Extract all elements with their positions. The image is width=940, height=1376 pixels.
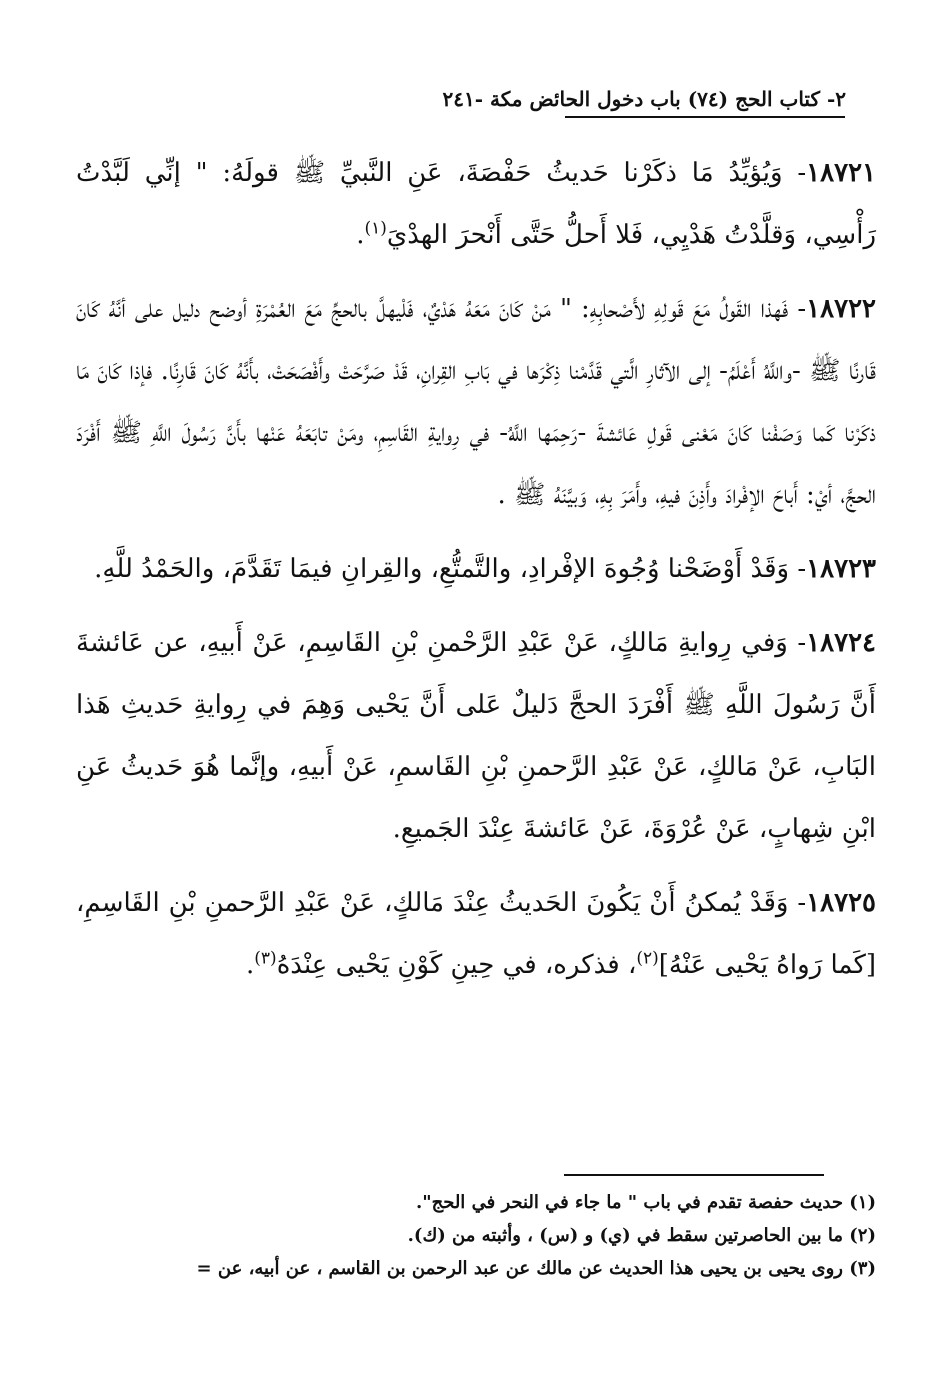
paragraph-tail: ، فذكره، في حِينِ كَوْنِ يَحْيى عِنْدَهُ [276, 950, 637, 980]
header-rule [565, 116, 845, 118]
footnote-ref-2[interactable]: (٢) [636, 948, 659, 969]
paragraph-text: - وَقَدْ يُمكنُ أَنْ يَكُونَ الحَديثُ عِنْدَ مَالكٍ، عَنْ عَبْدِ الرَّحمنِ بْنِ القَاسِمِ، [كَما رَواهُ يَحْيى عَنْهُ] [76, 888, 876, 980]
paragraph-number: ١٨٧٢٥ [806, 888, 876, 918]
paragraph-number: ١٨٧٢٢ [806, 294, 876, 324]
body-text [76, 142, 876, 1008]
running-head: ٢- كتاب الحج (٧٤) باب دخول الحائض مكة -٢٤١ [442, 87, 846, 111]
paragraph-18724 [76, 612, 876, 860]
paragraph-text: - وَيُؤيِّدُ مَا ذكَرْنا حَديثُ حَفْصَةَ، عَنِ النَّبيِّ ﷺ قولَهُ: " إنِّي لَبَّدْتُ رَأْسِي، وَقلَّدْتُ هَدْيِي، فَلا أَحلُّ حَتَّى أَنْحرَ الهدْيَ [76, 158, 876, 250]
footnote-3: (٣) روى يحيى بن يحيى هذا الحديث عن مالك عن عبد الرحمن بن القاسم ، عن أبيه، عن = [196, 1258, 876, 1279]
paragraph-number: ١٨٧٢٤ [806, 628, 876, 658]
footnote-ref-3[interactable]: (٣) [254, 948, 277, 969]
paragraph-18725 [76, 872, 876, 996]
paragraph-number: ١٨٧٢١ [806, 158, 876, 188]
paragraph-tail: . [356, 220, 365, 250]
footnote-1: (١) حديث حفصة تقدم في باب " ما جاء في النحر في الحج". [415, 1192, 876, 1213]
paragraph-18721 [76, 142, 876, 266]
paragraph-tail-end: . [246, 950, 255, 980]
paragraph-number: ١٨٧٢٣ [806, 554, 876, 584]
paragraph-text: - وَقَدْ أَوْضَحْنا وُجُوهَ الإفْرادِ، والتَّمتُّعِ، والقِرانِ فيمَا تَقَدَّمَ، والحَمْدُ للَّهِ. [94, 554, 807, 584]
footnote-2: (٢) ما بين الحاصرتين سقط في (ي) و (س) ، وأثبته من (ك). [407, 1225, 876, 1246]
footnote-ref-1[interactable]: (١) [364, 218, 387, 239]
footnotes [64, 1186, 876, 1285]
paragraph-text: - وَفي رِوايةِ مَالكٍ، عَنْ عَبْدِ الرَّحْمنِ بْنِ القَاسِمِ، عَنْ أَبيهِ، عن عَائشةَ أَنَّ رَسُولَ اللَّهِ ﷺ أَفْرَدَ الحجَّ دَليلٌ عَلى أَنَّ يَحْيى وَهِمَ في رِوايةِ حَديثِ هَذا البَابِ، عَنْ مَالكٍ، عَنْ عَبْدِ الرَّحمنِ بْنِ القَاسمِ، عَنْ أَبيهِ، وإنَّما هُوَ حَديثُ عَنِ ابْنِ شِهابٍ، عَنْ عُرْوَةَ، عَنْ عَائشةَ عِنْدَ الجَميعِ. [76, 628, 876, 844]
paragraph-text: - فَهذا القَولُ مَعَ قَولِهِ لأَصْحابِهِ: " مَنْ كَانَ مَعَهُ هَدْيٌ، فَلْيهلَّ بالحجِّ مَعَ العُمْرَةِ أوضح دليل على أنَّهُ كَانَ قَارنًا ﷺ -واللَّهُ أَعْلَمُ- إلى الآثارِ الَّتي قَدَّمْنا ذِكْرَها في بَابِ القِرانِ، قَدْ صَرَّحَتْ وأَفْصَحَتْ، بأَنَّهُ كَانَ قَارِنًا. فإذا كَانَ مَا ذكَرْنا كَما وَصَفْنا كَانَ مَعْنى قَولِ عَائشةَ -رَحِمَها اللَّهُ- في رِوايةِ القَاسِمِ، ومَنْ تابَعَهُ عَنْها بأَنَّ رَسُولَ اللَّهِ ﷺ أَفْرَدَ الحجَّ، أيْ: أَباحَ الإفْرادَ وأَذِنَ فيهِ، وأَمَرَ بِهِ، وَبيَّنَهُ ﷺ . [76, 294, 876, 510]
paragraph-18722 [76, 278, 876, 526]
footnote-rule [564, 1174, 824, 1176]
paragraph-18723 [76, 538, 876, 600]
